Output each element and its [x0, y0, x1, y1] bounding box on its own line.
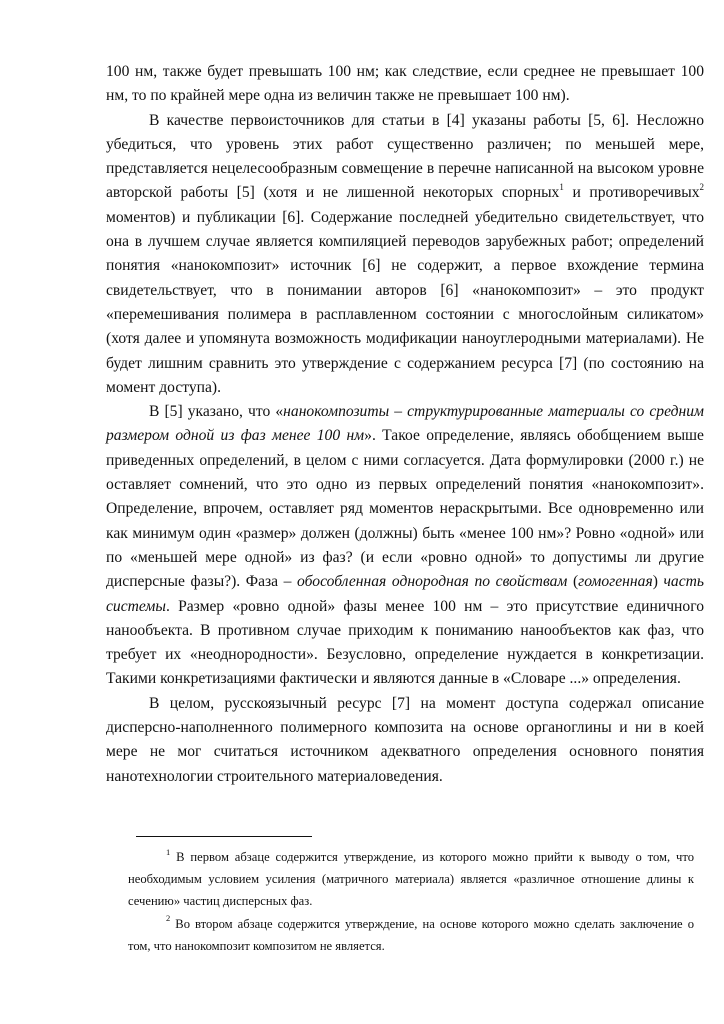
paragraph-text: ) — [652, 573, 664, 591]
footnote-text: Во втором абзаце содержится утверждение, на основе которого можно сделать заключение о том, что нанокомпозит композитом не является. — [128, 916, 694, 953]
footnote-1 — [128, 846, 694, 913]
paragraph-text: В качестве первоисточников для статьи в [4] указаны работы [5, 6]. Несложно убедиться, что уровень этих работ существенно различен; по меньшей мере, представляется нецелесообразным совмещение в перечне написанной на высоком уровне авторской работы [5] (хотя и не лишенной некоторых спорных — [106, 111, 704, 202]
footnote-number: 2 — [166, 913, 171, 924]
footnote-number: 1 — [166, 846, 171, 857]
phase-definition: обособленная однородная по свойствам — [297, 573, 568, 591]
paragraph-definition — [106, 400, 704, 692]
footnote-ref-2[interactable]: 2 — [699, 182, 704, 193]
paragraph-text: моментов) и публикации [6]. Содержание последней убедительно свидетельствует, что она в лучшем случае является компиляцией переводов зарубежных работ; определений понятия «нанокомпозит» источник [6] не содержит, а первое вхождение термина свидетельствует, что в понимании авторов [6] «нанокомпозит» – это продукт «перемешивания полимера в расплавленном состоянии с многослойным силикатом» (хотя далее и упомянута возможность модификации наноуглеродными материалами). Не будет лишним сравнить это утверждение с содержанием ресурса [7] (по состоянию на момент доступа). — [106, 208, 704, 396]
phase-definition: часть системы — [106, 573, 704, 615]
footnote-text: В первом абзаце содержится утверждение, из которого можно прийти к выводу о том, что необходимым условием усиления (матричного материала) является «различное отношение длины к сечению» частиц дисперсных фаз. — [128, 850, 694, 909]
footnote-ref-1[interactable]: 1 — [559, 182, 564, 193]
footnote-2 — [128, 913, 694, 957]
paragraph-conclusion: В целом, русскоязычный ресурс [7] на момент доступа содержал описание дисперсно-наполненного полимерного композита на основе органоглины и ни в коей мере не мог считаться источником адекватного определения основного понятия нанотехнологии строительного материаловедения. — [106, 694, 704, 785]
main-text — [106, 60, 704, 789]
paragraph-continuation: 100 нм, также будет превышать 100 нм; как следствие, если среднее не превышает 100 нм, то по крайней мере одна из величин также не превышает 100 нм). — [106, 63, 704, 105]
paragraph-text: В [5] указано, что « — [149, 403, 284, 421]
paragraph-sources — [106, 109, 704, 401]
paragraph-text: ». Такое определение, являясь обобщением выше приведенных определений, в целом с ними согласуется. Дата формулировки (2000 г.) не оставляет сомнений, что это одно из первых определений понятия «нанокомпозит». Определение, впрочем, оставляет ряд моментов нераскрытыми. Все одновременно или как минимум один «размер» должен (должны) быть «менее 100 нм»? Ровно «одной» или по «меньшей мере одной» из фаз? (и если «ровно одной» то допустимы ли другие дисперсные фазы?). Фаза – — [106, 427, 704, 591]
phase-definition: гомогенная — [578, 573, 653, 591]
paragraph-text: ( — [567, 573, 579, 591]
definition-quote: нанокомпозиты – структурированные материалы со средним размером одной из фаз менее 100 нм — [106, 403, 704, 445]
footnotes — [128, 846, 694, 957]
paragraph-text: и противоречивых — [563, 184, 700, 202]
footnote-separator — [136, 836, 312, 837]
paragraph-text: . Размер «ровно одной» фазы менее 100 нм – это присутствие единичного нанообъекта. В противном случае приходим к пониманию нанообъектов как фаз, что требует их «неоднородности». Безусловно, определение нуждается в конкретизации. Такими конкретизациями фактически и являются данные в «Словаре ...» определения. — [106, 597, 704, 688]
